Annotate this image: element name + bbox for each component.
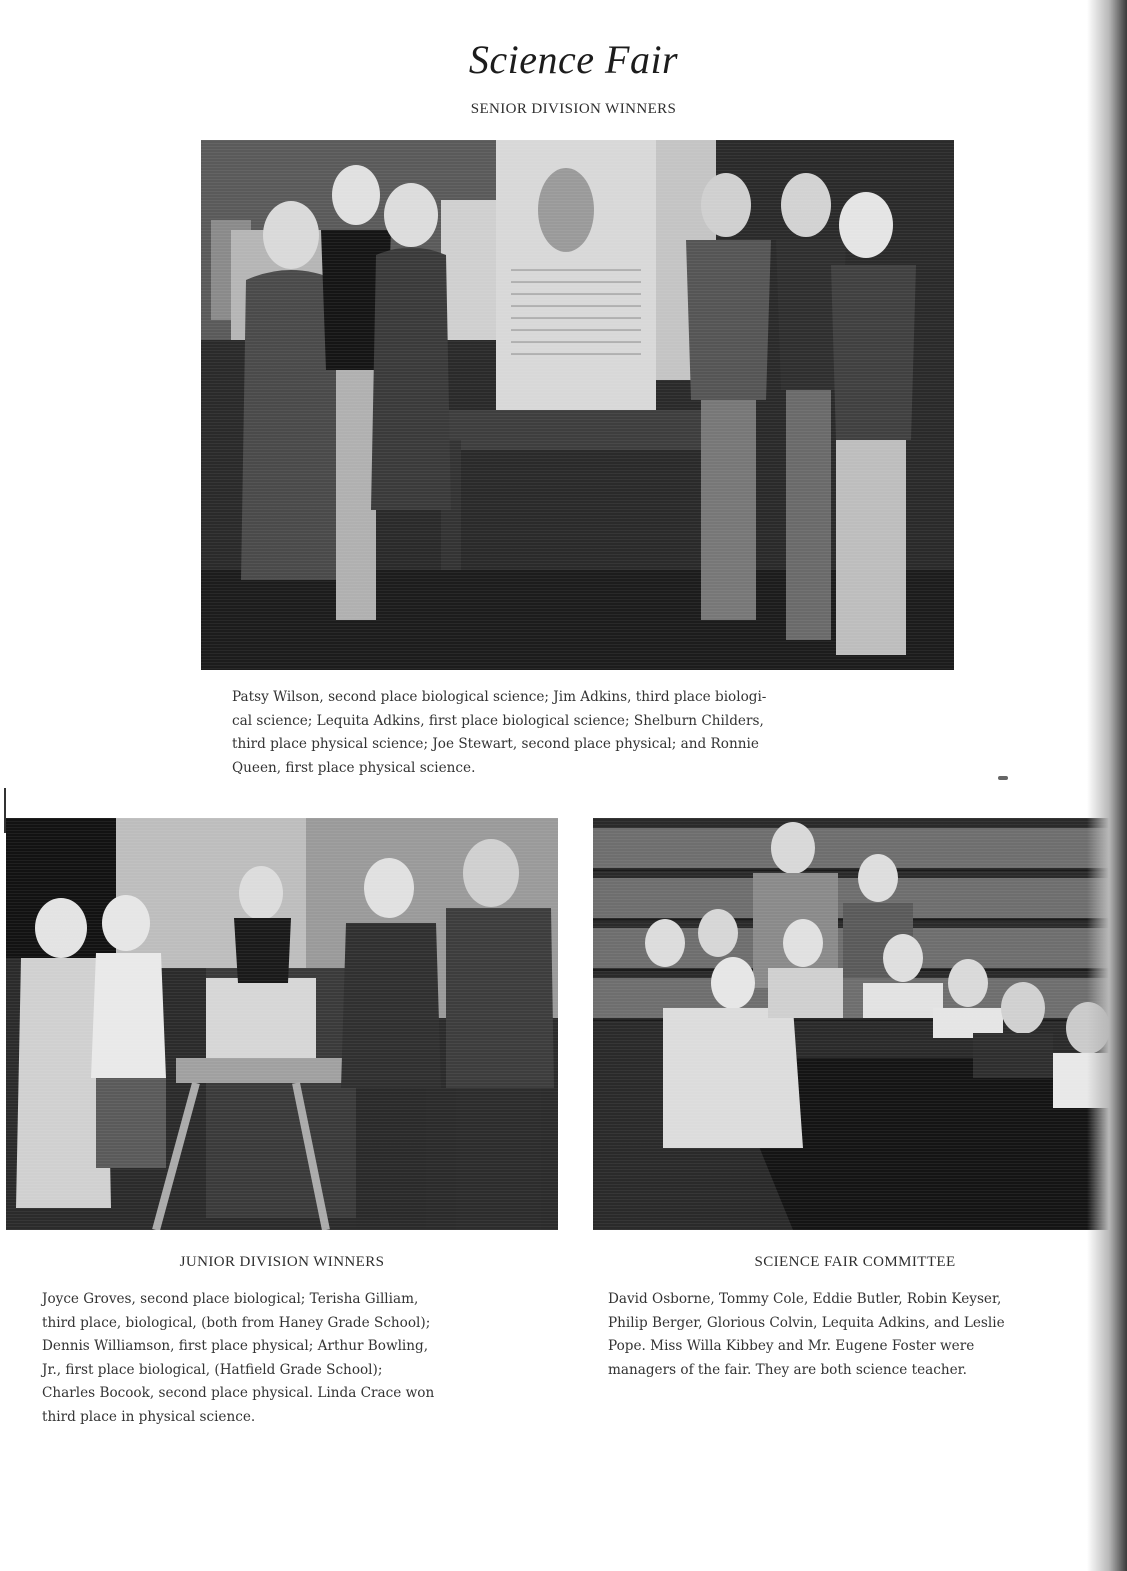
senior-photo-scene <box>201 140 954 670</box>
senior-division-photo <box>201 140 954 670</box>
caption-line: third place, biological, (both from Haney Grade School); <box>42 1314 431 1331</box>
caption-line: Queen, first place physical science. <box>232 759 476 776</box>
caption-line: Philip Berger, Glorious Colvin, Lequita Adkins, and Leslie <box>608 1314 1005 1331</box>
print-speck <box>998 776 1008 780</box>
caption-line: Dennis Williamson, first place physical; Arthur Bowling, <box>42 1338 429 1354</box>
junior-division-heading: JUNIOR DIVISION WINNERS <box>179 1254 385 1270</box>
page-binding-shadow <box>1087 0 1127 1571</box>
caption-line: third place in physical science. <box>42 1408 256 1425</box>
caption-line: Jr., first place biological, (Hatfield Grade School); <box>42 1361 383 1378</box>
caption-line: David Osborne, Tommy Cole, Eddie Butler, Robin Keyser, <box>608 1291 1002 1307</box>
junior-caption <box>42 1288 562 1429</box>
committee-heading: SCIENCE FAIR COMMITTEE <box>754 1254 956 1270</box>
caption-line: third place physical science; Joe Stewart, second place physical; and Ronnie <box>232 736 759 752</box>
page-title: Science Fair <box>468 37 679 82</box>
senior-caption <box>232 686 952 780</box>
caption-line: Patsy Wilson, second place biological science; Jim Adkins, third place biologi- <box>232 689 767 705</box>
project-box <box>206 978 316 1068</box>
caption-line: Pope. Miss Willa Kibbey and Mr. Eugene Foster were <box>608 1338 975 1354</box>
caption-line: cal science; Lequita Adkins, first place biological science; Shelburn Childers, <box>232 712 764 729</box>
junior-division-photo <box>6 818 558 1230</box>
committee-caption <box>608 1288 1127 1382</box>
caption-line: managers of the fair. They are both science teacher. <box>608 1361 967 1378</box>
junior-photo-scene <box>6 818 558 1230</box>
committee-photo <box>593 818 1127 1230</box>
committee-photo-scene <box>593 818 1127 1230</box>
senior-division-heading: SENIOR DIVISION WINNERS <box>470 101 677 117</box>
caption-line: Joyce Groves, second place biological; Terisha Gilliam, <box>42 1291 419 1307</box>
caption-line: Charles Bocook, second place physical. Linda Crace won <box>42 1385 435 1401</box>
